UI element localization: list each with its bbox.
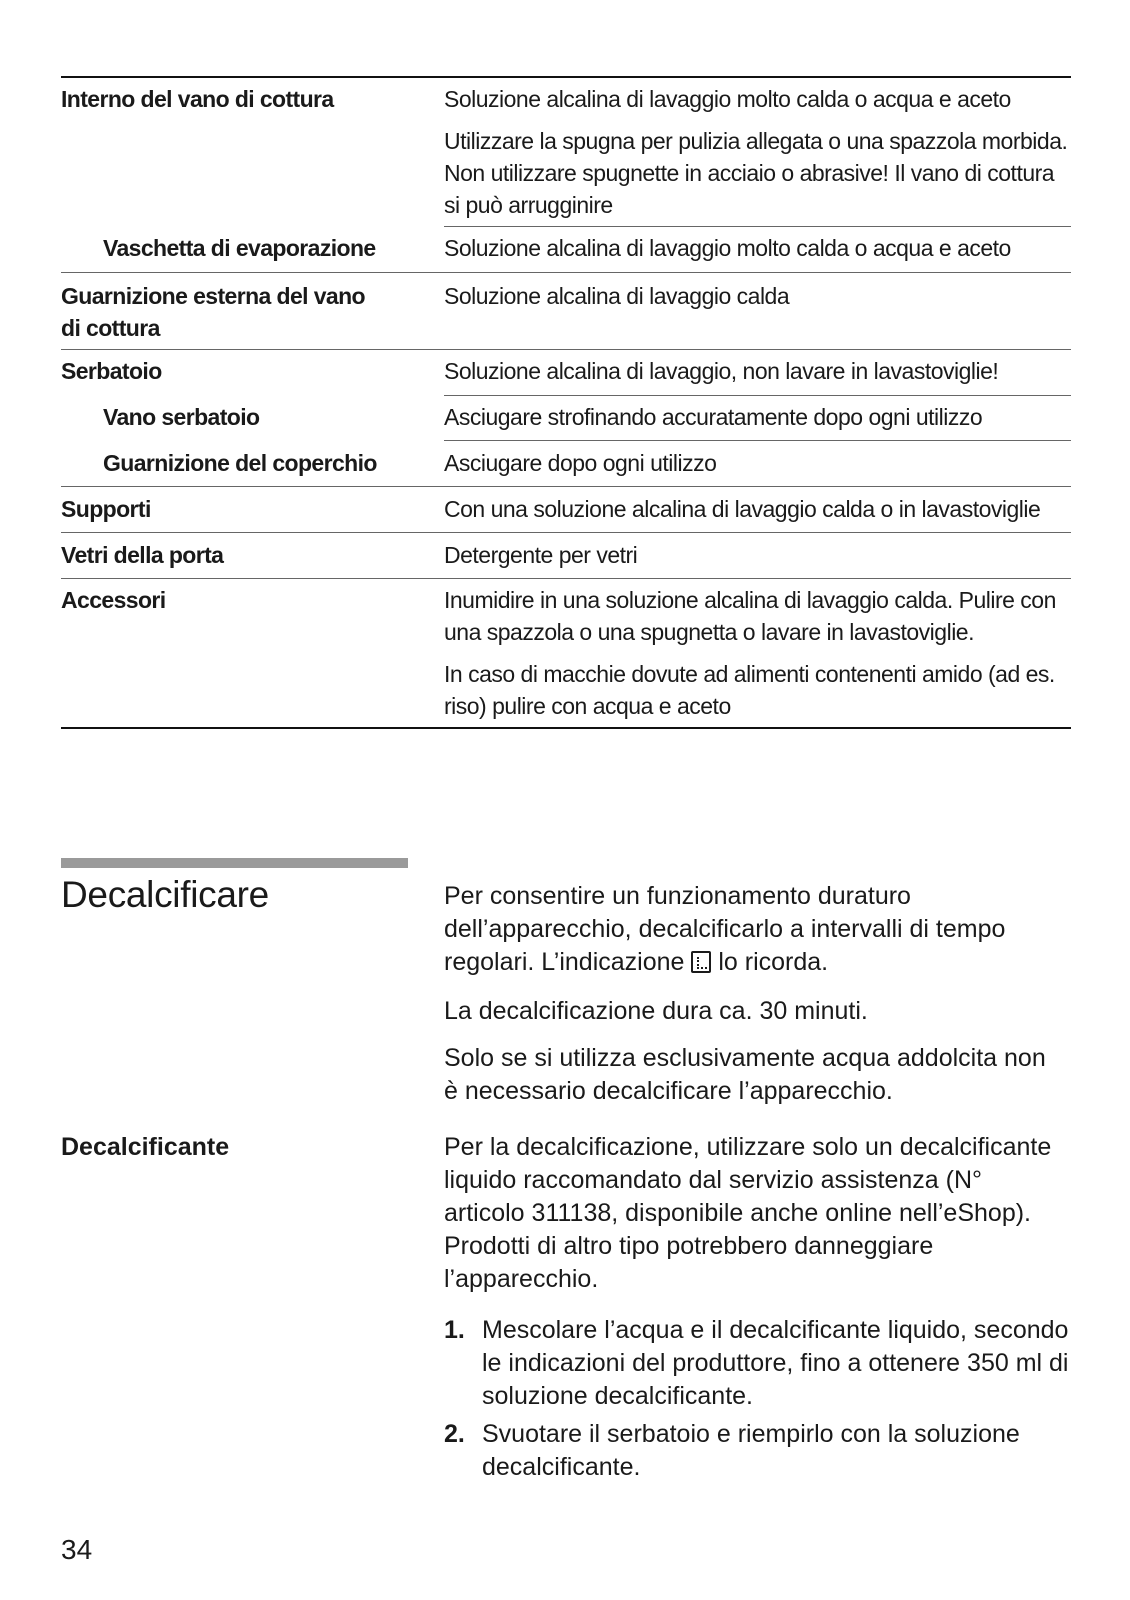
row-text: Con una soluzione alcalina di lavaggio calda o in lavastoviglie bbox=[444, 496, 1041, 522]
table-divider bbox=[61, 578, 1071, 579]
row-text: Utilizzare la spugna per pulizia allegata o una spazzola morbida. Non utilizzare spugnette in acciaio o abrasive! Il vano di cottura si può arrugginire bbox=[444, 128, 1068, 218]
step-text: Svuotare il serbatoio e riempirlo con la soluzione decalcificante. bbox=[482, 1420, 1020, 1481]
step-number: 2. bbox=[444, 1420, 465, 1448]
decalcifier-subheading: Decalcificante bbox=[61, 1133, 230, 1161]
row-text: Detergente per vetri bbox=[444, 542, 638, 568]
row-text: Soluzione alcalina di lavaggio, non lavare in lavastoviglie! bbox=[444, 358, 999, 384]
intro-text: Per consentire un funzionamento duraturo dell’apparecchio, decalcificarlo a intervalli di tempo regolari. L’indicazione bbox=[444, 882, 1006, 976]
table-top-rule bbox=[61, 76, 1071, 78]
page-number: 34 bbox=[61, 1534, 93, 1565]
step-text: Mescolare l’acqua e il decalcificante liquido, secondo le indicazioni del produttore, fino a ottenere 350 ml di soluzione decalcificante. bbox=[482, 1316, 1069, 1410]
row-label: Accessori bbox=[61, 587, 166, 613]
descaling-display-icon bbox=[691, 951, 711, 973]
section-title: Decalcificare bbox=[61, 874, 269, 915]
row-label: Vano serbatoio bbox=[103, 404, 260, 430]
table-divider bbox=[444, 395, 1071, 396]
table-divider bbox=[444, 440, 1071, 441]
intro-paragraph bbox=[444, 880, 1064, 979]
decalcifier-paragraph: Per la decalcificazione, utilizzare solo un decalcificante liquido raccomandato dal servizio assistenza (N° articolo 311138, disponibile anche online nell’eShop). Prodotti di altro tipo potrebbero danneggiare l’apparecchio. bbox=[444, 1133, 1052, 1293]
row-text: Soluzione alcalina di lavaggio molto calda o acqua e aceto bbox=[444, 86, 1011, 112]
row-label: Interno del vano di cottura bbox=[61, 86, 334, 112]
row-label: Vaschetta di evaporazione bbox=[103, 235, 376, 261]
row-text: In caso di macchie dovute ad alimenti contenenti amido (ad es. riso) pulire con acqua e aceto bbox=[444, 661, 1055, 719]
row-text: Inumidire in una soluzione alcalina di lavaggio calda. Pulire con una spazzola o una spugnetta o lavare in lavastoviglie. bbox=[444, 587, 1056, 645]
table-divider bbox=[61, 272, 1071, 273]
row-label: Supporti bbox=[61, 496, 151, 522]
duration-paragraph: La decalcificazione dura ca. 30 minuti. bbox=[444, 997, 868, 1025]
row-text: Asciugare dopo ogni utilizzo bbox=[444, 450, 717, 476]
table-divider bbox=[61, 486, 1071, 487]
row-text: Soluzione alcalina di lavaggio calda bbox=[444, 283, 790, 309]
table-bottom-rule bbox=[61, 727, 1071, 729]
row-text: Asciugare strofinando accuratamente dopo ogni utilizzo bbox=[444, 404, 983, 430]
table-divider bbox=[444, 226, 1071, 227]
row-label: Vetri della porta bbox=[61, 542, 224, 568]
step-number: 1. bbox=[444, 1316, 465, 1344]
table-divider bbox=[61, 349, 1071, 350]
soft-water-paragraph: Solo se si utilizza esclusivamente acqua addolcita non è necessario decalcificare l’apparecchio. bbox=[444, 1044, 1046, 1105]
row-text: Soluzione alcalina di lavaggio molto calda o acqua e aceto bbox=[444, 235, 1011, 261]
row-label: Guarnizione del coperchio bbox=[103, 450, 377, 476]
section-heading-bar bbox=[61, 858, 408, 868]
intro-text-end: lo ricorda. bbox=[718, 948, 829, 976]
row-label: Guarnizione esterna del vano di cottura bbox=[61, 283, 366, 341]
row-label: Serbatoio bbox=[61, 358, 162, 384]
table-divider bbox=[61, 532, 1071, 533]
